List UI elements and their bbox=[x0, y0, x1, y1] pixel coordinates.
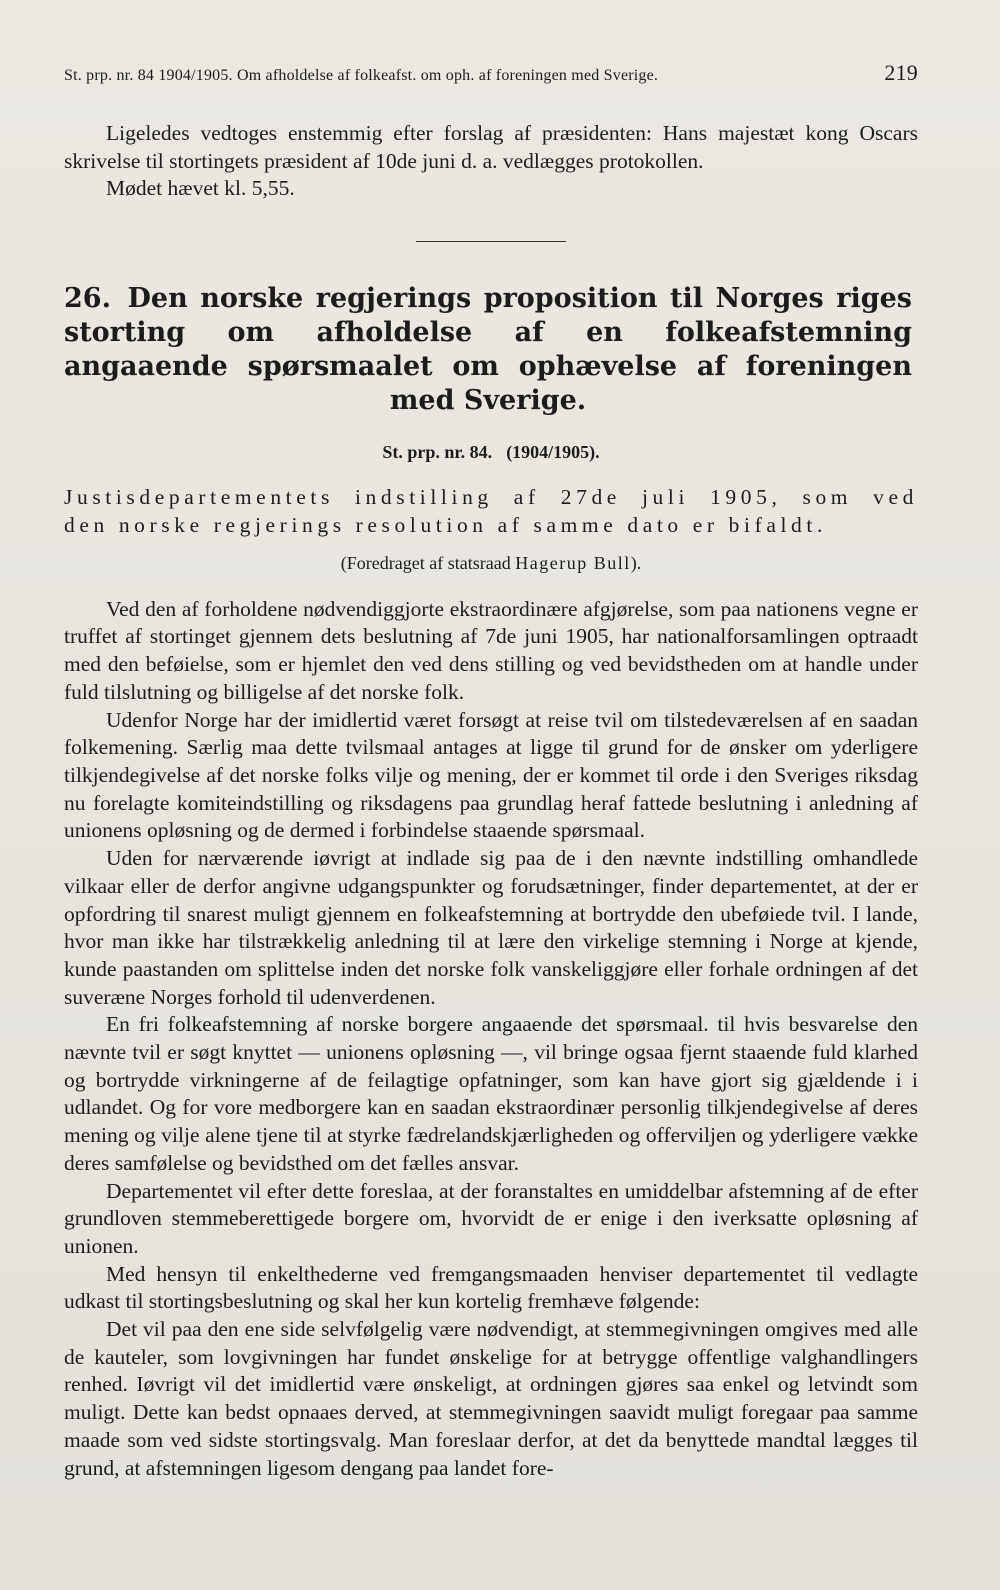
running-title: St. prp. nr. 84 1904/1905. Om afholdelse af folkeafst. om oph. af foreningen med Sverige. bbox=[64, 67, 659, 84]
body-paragraph: Departementet vil efter dette foreslaa, at der foranstaltes en umiddelbar afstemning af de efter grundloven stemmeberettigede borgere om, hvorvidt de er enige i den iverksatte opløsning af unionen. bbox=[64, 1178, 918, 1258]
body-paragraph: En fri folkeafstemning af norske borgere angaaende det spørsmaal. til hvis besvarelse den nævnte tvil er søgt knyttet — unionens opløsning —, vil bringe ogsaa fjernt staaende fuld klarhed og bortrydde virkningerne af de feilagtige opfatninger, som kan have gjort sig gjældende i i udlandet. Og for vore medborgere kan en saadan ekstraordinær personlig tilkjendegivelse af deres mening og vilje alene tjene til at styrke fædrelandskjærligheden og offerviljen og yderligere vække deres samfølelse og bevidsthed om det fælles ansvar. bbox=[64, 1012, 918, 1175]
section-heading bbox=[64, 282, 912, 418]
subtitle-line-2: den norske regjerings resolution af samme dato er bifaldt. bbox=[64, 512, 827, 537]
reference-years: (1904/1905). bbox=[506, 441, 600, 462]
opening-paragraph: Ligeledes vedtoges enstemmig efter forslag af præsidenten: Hans majestæt kong Oscars skrivelse til stortingets præsident af 10de juni d. a. vedlægges protokollen. bbox=[64, 121, 918, 173]
body-paragraph: Ved den af forholdene nødvendiggjorte ekstraordinære afgjørelse, som paa nationens vegne er truffet af stortinget gjennem dets beslutning af 7de juni 1905, har nationalforsamlingen optraadt med den beføielse, som er hjemlet den ved dens stilling og ved bevidstheden om at handle under fuld tilslutning og billigelse af det norske folk. bbox=[64, 596, 918, 704]
running-header bbox=[64, 60, 918, 86]
body-paragraph: Uden for nærværende iøvrigt at indlade sig paa de i den nævnte indstilling omhandlede vilkaar eller de derfor angivne udgangspunkter og forudsætninger, finder departementet, at der er opfordring til snarest muligt gjennem en folkeafstemning at bortrydde den ubeføiede tvil. I lande, hvor man ikke har tilstrækkelig anledning til at lære den virkelige stemning i Norge at kjende, kunde paastanden om splittelse inden det norske folk vanskeliggjøre eller forhale ordningen af det suveræne Norges forhold til udenverdenen. bbox=[64, 846, 918, 1009]
reference-number: St. prp. nr. 84. bbox=[382, 441, 493, 462]
document-reference bbox=[64, 442, 918, 463]
subtitle-line-1: Justisdepartementets indstilling af 27de juli 1905, som ved bbox=[64, 484, 918, 509]
section-subtitle bbox=[64, 483, 918, 539]
presenter-prefix: (Foredraget af statsraad bbox=[340, 552, 511, 573]
page-number: 219 bbox=[884, 60, 918, 85]
body-paragraph: Med hensyn til enkelthederne ved fremgangsmaaden henviser departementet til vedlagte udkast til stortingsbeslutning og skal her kun kortelig fremhæve følgende: bbox=[64, 1261, 918, 1314]
presenter-note bbox=[64, 553, 918, 574]
body-paragraph: Det vil paa den ene side selvfølgelig være nødvendigt, at stemmegivningen omgives med alle de kauteler, som lovgivningen har fundet ønskelige for at betrygge offentlige valghandlingers renhed. Iøvrigt vil det imidlertid være ønskeligt, at ordningen gjøres saa enkel og letvindt som muligt. Dette kan bedst opnaaes derved, at stemmegivningen saavidt muligt foregaar paa samme maade som ved sidste stortingsvalg. Man foreslaar derfor, at det da benyttede mandtal lægges til grund, at afstemningen ligesom dengang paa landet fore- bbox=[64, 1317, 918, 1480]
section-divider bbox=[416, 241, 566, 242]
main-body bbox=[64, 596, 918, 1483]
section-title: Den norske regjerings proposition til Norges riges storting om afholdelse af en folkeafstemning angaaende spørsmaalet om ophævelse af foreningen med Sverige. bbox=[64, 282, 912, 416]
section-number: 26. bbox=[64, 282, 111, 314]
presenter-suffix: ). bbox=[630, 552, 642, 573]
presenter-name: Hagerup Bull bbox=[515, 552, 631, 573]
meeting-closed-note: Mødet hævet kl. 5,55. bbox=[106, 176, 295, 201]
body-paragraph: Udenfor Norge har der imidlertid været forsøgt at reise tvil om tilstedeværelsen af en saadan folkemening. Særlig maa dette tvilsmaal antages at ligge til grund for de ønsker om yderligere tilkjendegivelse af det norske folks vilje og mening, der er kommet til orde i den Sveriges riksdag nu forelagte komiteindstilling og riksdagens paa grundlag heraf fattede beslutning i anledning af unionens opløsning og de dermed i forbindelse staaende spørsmaal. bbox=[64, 707, 918, 843]
